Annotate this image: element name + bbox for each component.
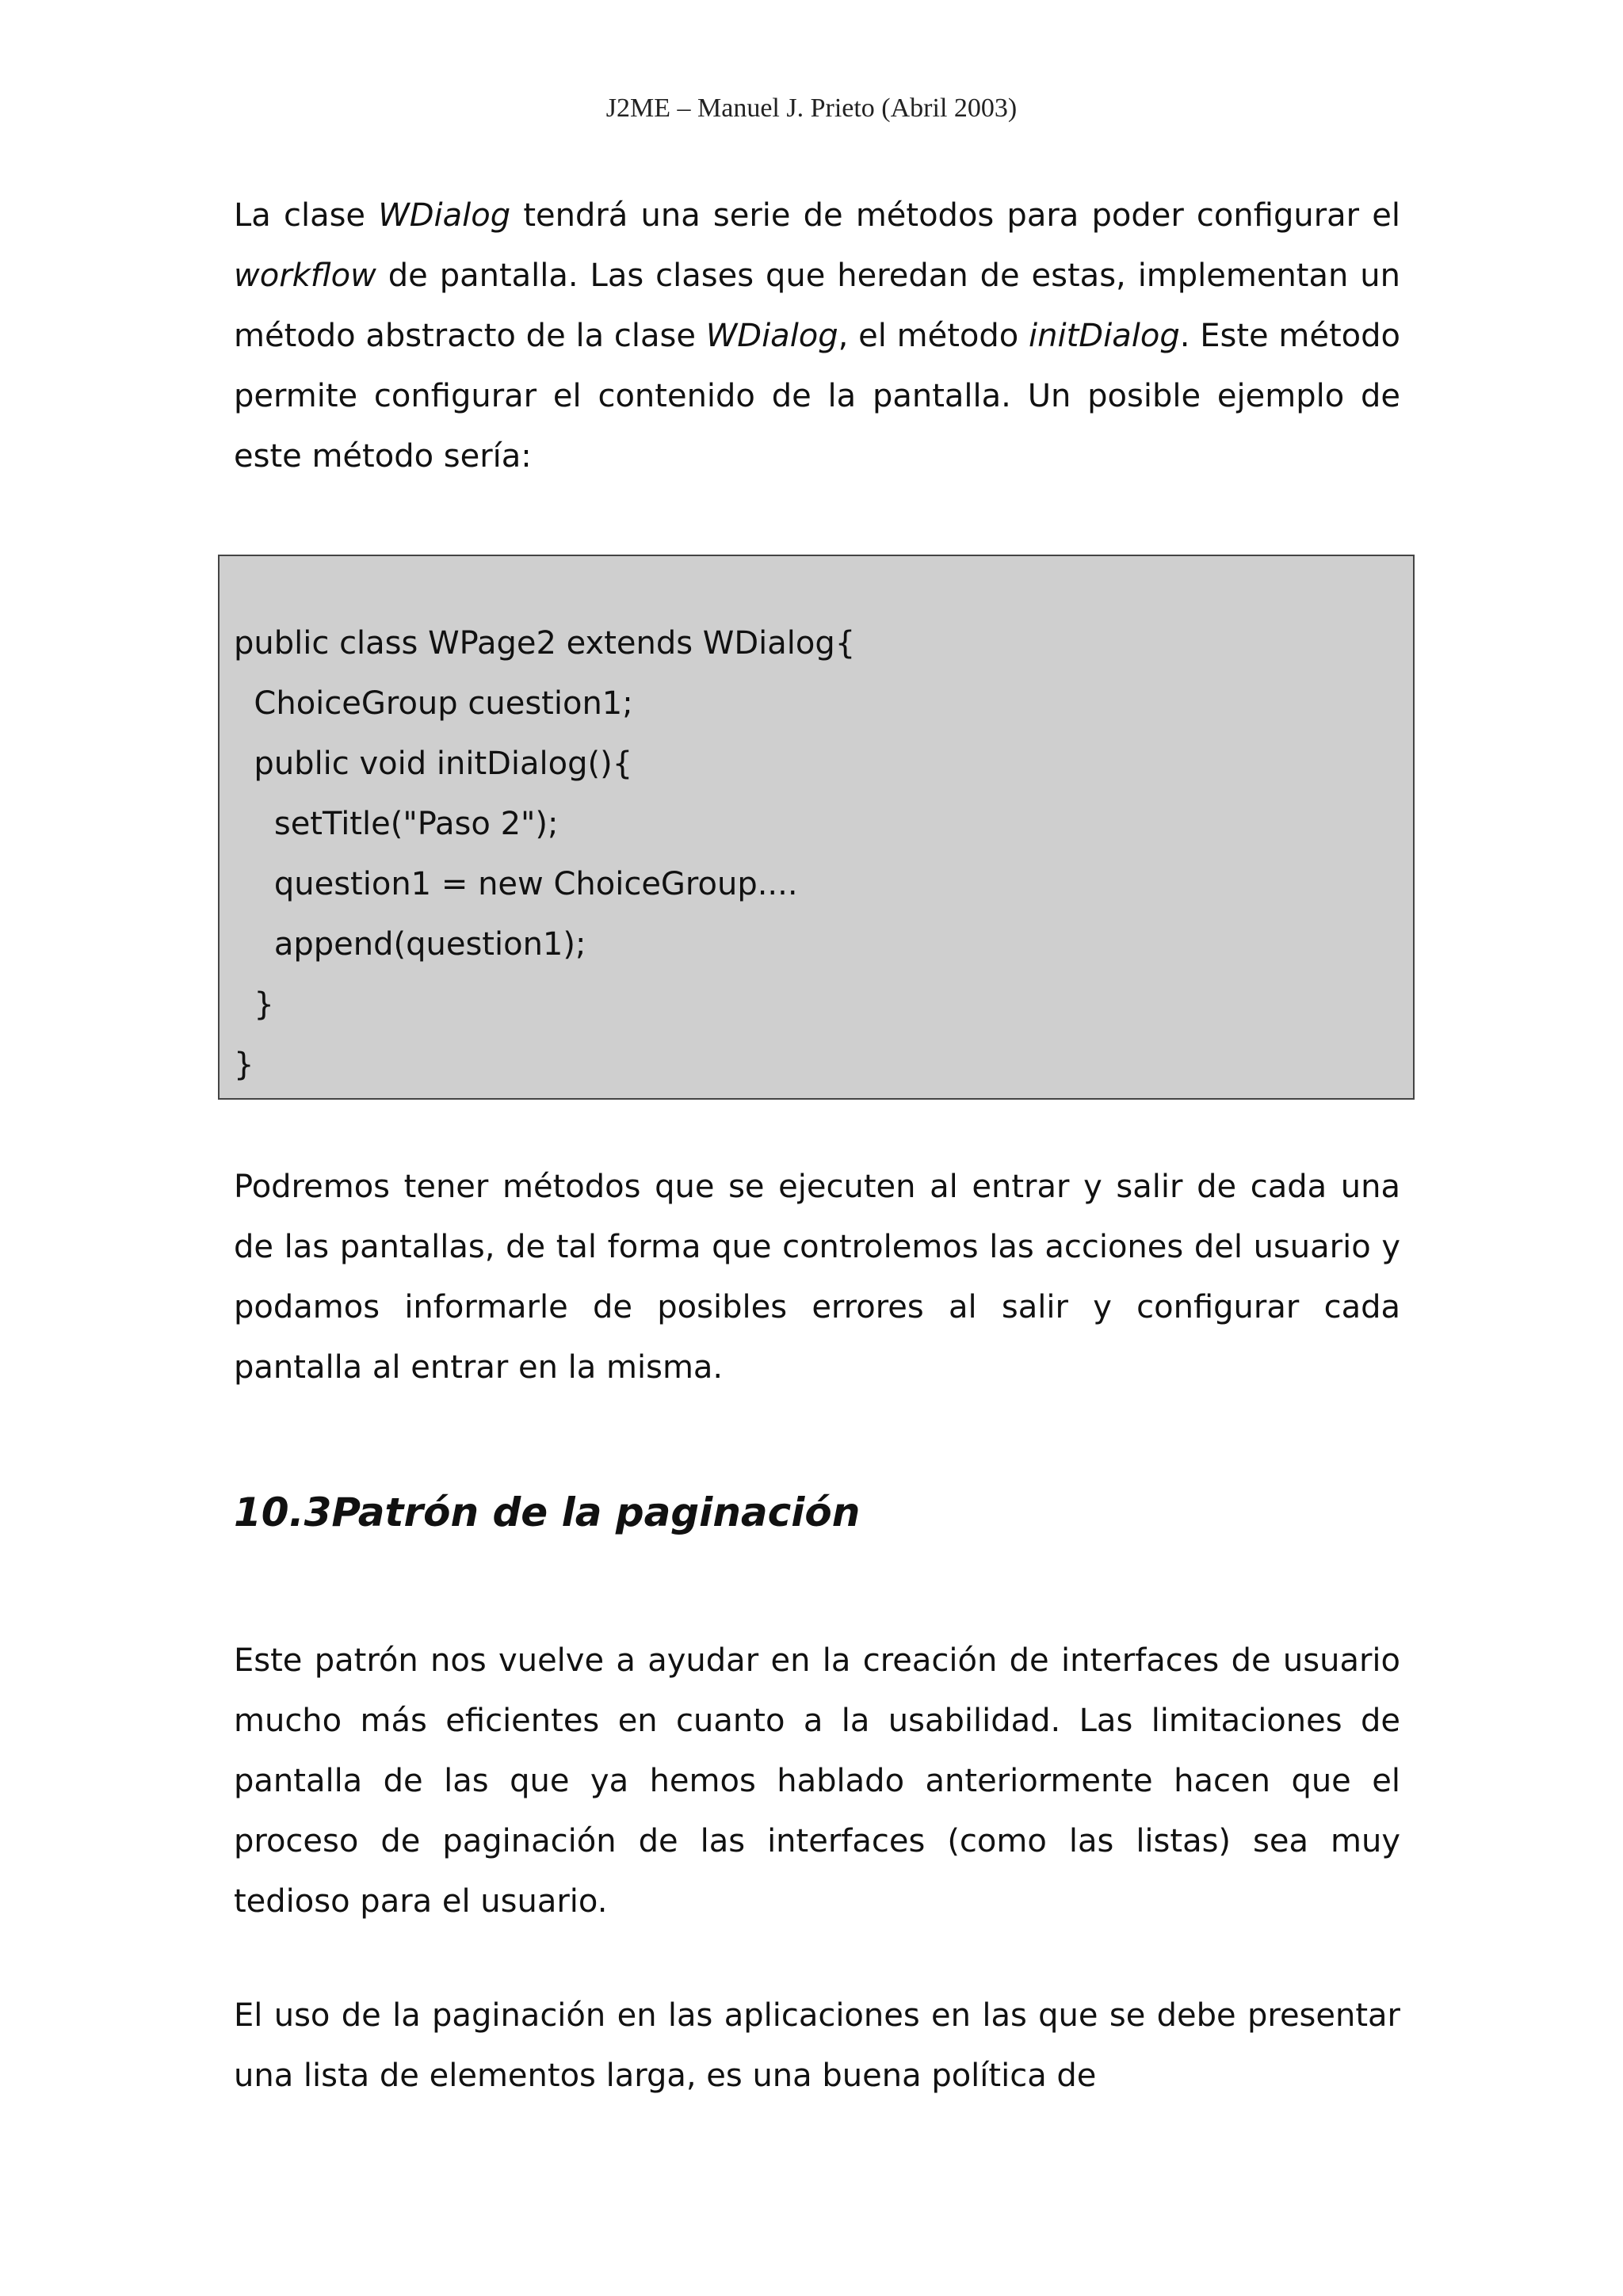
- code-line: public void initDialog(){: [234, 746, 633, 782]
- section-heading: 10.3Patrón de la paginación: [234, 1489, 861, 1535]
- text-run: tendrá una serie de métodos para poder configurar el: [510, 197, 1400, 234]
- paragraph-pagination-usage: El uso de la paginación en las aplicaciones en las que se debe presentar una lista de elementos larga, es una buena política de: [234, 1997, 1400, 2094]
- code-line: }: [234, 986, 274, 1023]
- class-name-italic: WDialog: [378, 197, 511, 234]
- code-line: public class WPage2 extends WDialog{: [234, 625, 856, 662]
- text-run: de pantalla. Las clases que heredan de estas, implementan un método abstracto de la clase: [234, 257, 1400, 354]
- code-line: }: [234, 1047, 254, 1083]
- code-line: append(question1);: [234, 926, 586, 963]
- intro-paragraph: [234, 185, 1400, 486]
- page-header: J2ME – Manuel J. Prieto (Abril 2003): [605, 93, 1018, 123]
- method-name-italic: initDialog: [1029, 318, 1180, 354]
- code-line: setTitle("Paso 2");: [234, 806, 559, 842]
- term-italic: workflow: [234, 257, 376, 294]
- paragraph-screen-methods: Podremos tener métodos que se ejecuten al entrar y salir de cada una de las pantallas, de tal forma que controlemos las acciones del usuario y podamos informarle de posibles errores al salir y configurar cada pantalla al entrar en la misma.: [234, 1169, 1400, 1386]
- paragraph-pagination-pattern: Este patrón nos vuelve a ayudar en la creación de interfaces de usuario mucho más eficientes en cuanto a la usabilidad. Las limitaciones de pantalla de las que ya hemos hablado anteriormente hacen que el proceso de paginación de las interfaces (como las listas) sea muy tedioso para el usuario.: [234, 1642, 1400, 1920]
- code-block: [218, 555, 1415, 1100]
- text-run: , el método: [838, 318, 1029, 354]
- code-line: question1 = new ChoiceGroup....: [234, 866, 798, 902]
- text-run: . Este método permite configurar el contenido de la pantalla. Un posible ejemplo de este método sería:: [234, 318, 1400, 475]
- class-name-italic: WDialog: [705, 318, 838, 354]
- code-line: ChoiceGroup cuestion1;: [234, 685, 633, 722]
- text-run: La clase: [234, 197, 379, 234]
